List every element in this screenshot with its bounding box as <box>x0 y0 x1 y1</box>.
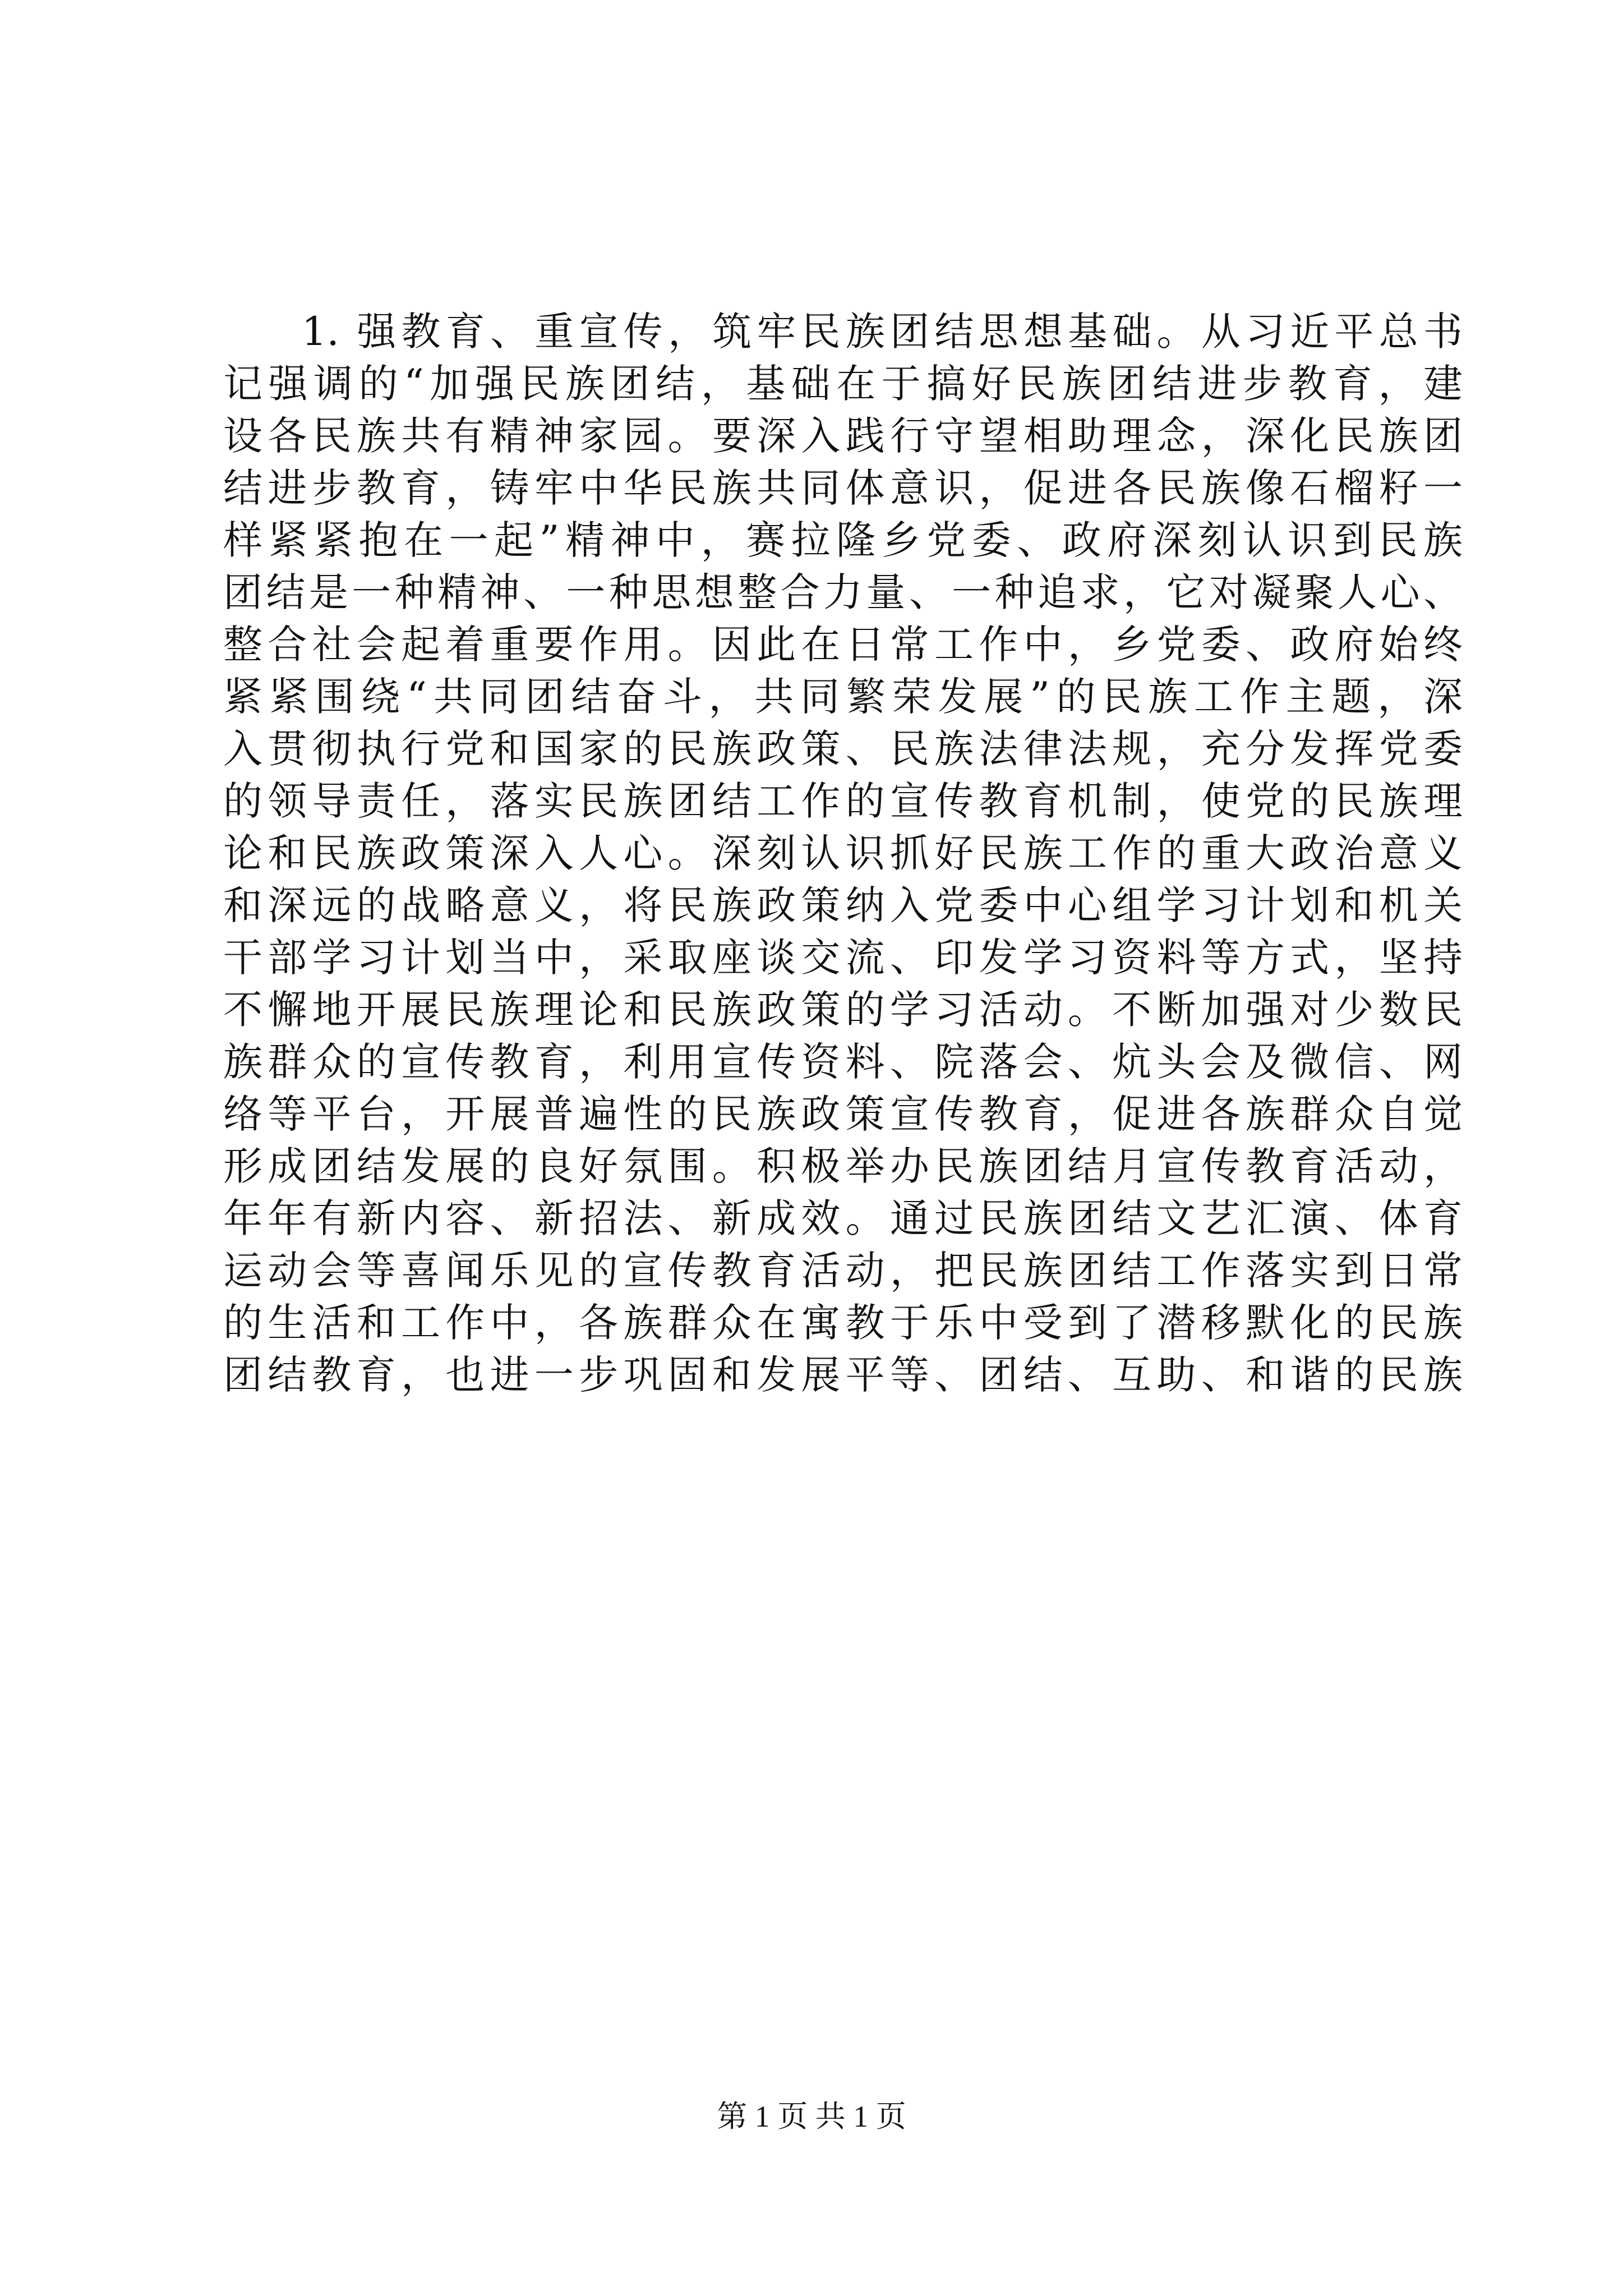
text-line: 族群众的宣传教育，利用宣传资料、院落会、炕头会及微信、网 <box>223 1039 1463 1085</box>
text-line: 样紧紧抱在一起”精神中，赛拉隆乡党委、政府深刻认识到民族 <box>223 517 1463 563</box>
text-line: 团结是一种精神、一种思想整合力量、一种追求，它对凝聚人心、 <box>223 569 1463 615</box>
text-line: 络等平台，开展普遍性的民族政策宣传教育，促进各族群众自觉 <box>223 1091 1463 1137</box>
text-line: 团结教育，也进一步巩固和发展平等、团结、互助、和谐的民族 <box>223 1352 1463 1398</box>
text-line: 和深远的战略意义，将民族政策纳入党委中心组学习计划和机关 <box>223 882 1463 928</box>
text-line: 干部学习计划当中，采取座谈交流、印发学习资料等方式，坚持 <box>223 935 1463 981</box>
page-footer <box>0 2097 1623 2136</box>
text-line: 年年有新内容、新招法、新成效。通过民族团结文艺汇演、体育 <box>223 1195 1463 1241</box>
text-line: 不懈地开展民族理论和民族政策的学习活动。不断加强对少数民 <box>223 987 1463 1033</box>
text-line: 整合社会起着重要作用。因此在日常工作中，乡党委、政府始终 <box>223 622 1463 668</box>
text-line: 运动会等喜闻乐见的宣传教育活动，把民族团结工作落实到日常 <box>223 1248 1463 1294</box>
body-paragraph <box>223 306 1463 1401</box>
text-line: 设各民族共有精神家园。要深入践行守望相助理念，深化民族团 <box>223 413 1463 459</box>
text-line: 紧紧围绕“共同团结奋斗，共同繁荣发展”的民族工作主题，深 <box>223 674 1463 720</box>
text-line: 形成团结发展的良好氛围。积极举办民族团结月宣传教育活动， <box>223 1143 1463 1189</box>
text-line: 论和民族政策深入人心。深刻认识抓好民族工作的重大政治意义 <box>223 830 1463 876</box>
text-line: 入贯彻执行党和国家的民族政策、民族法律法规，充分发挥党委 <box>223 726 1463 772</box>
text-line: 记强调的“加强民族团结，基础在于搞好民族团结进步教育，建 <box>223 361 1463 407</box>
text-line: 结进步教育，铸牢中华民族共同体意识，促进各民族像石榴籽一 <box>223 465 1463 511</box>
page-number: 第 1 页 共 1 页 <box>717 2100 906 2133</box>
text-line: 的领导责任，落实民族团结工作的宣传教育机制，使党的民族理 <box>223 778 1463 824</box>
text-line: 1. 强教育、重宣传，筑牢民族团结思想基础。从习近平总书 <box>302 309 1463 355</box>
text-line: 的生活和工作中，各族群众在寓教于乐中受到了潜移默化的民族 <box>223 1300 1463 1346</box>
